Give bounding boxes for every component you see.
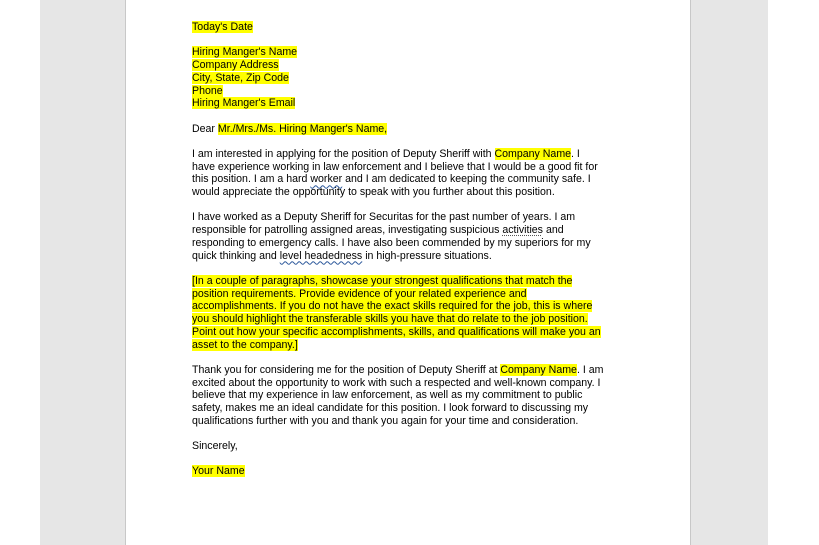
- text-line: asset to the company.]: [192, 338, 298, 351]
- text-line: qualifications further with you and thank you again for your time and consideration.: [192, 414, 579, 427]
- text-line: position requirements. Provide evidence of your related experience and: [192, 287, 527, 300]
- paragraph-qualifications-placeholder: [192, 275, 632, 351]
- text-line: would appreciate the opportunity to speak with you further about this position.: [192, 186, 555, 199]
- text-line: Point out how your specific accomplishments, skills, and qualifications will make you an: [192, 325, 601, 338]
- text-run: responsible for patrolling assigned areas, investigating suspicious: [192, 224, 500, 237]
- text-line: accomplishments. If you do not have the exact skills required for the job, this is where: [192, 300, 593, 313]
- grammar-flag-activities[interactable]: activities: [502, 224, 543, 237]
- text-run: . I am: [576, 363, 604, 376]
- paragraph-thank-you: [192, 364, 632, 428]
- paragraph-interest: [192, 148, 632, 199]
- text-line: have experience working in law enforcement and I believe that I would be a good fit for: [192, 160, 598, 173]
- sign-off: [192, 440, 632, 453]
- text-run: . I: [571, 147, 580, 160]
- signature: [192, 465, 632, 478]
- grammar-flag-level-headedness[interactable]: level headedness: [279, 249, 363, 262]
- text-line: believe that my experience in law enforcement, as well as my commitment to public: [192, 389, 583, 402]
- text-line: you should highlight the transferable skills you have that do relate to the job position.: [192, 313, 588, 326]
- text-line: excited about the opportunity to work with such a respected and well-known company. I: [192, 376, 601, 389]
- text-line: I have worked as a Deputy Sheriff for Securitas for the past number of years. I am: [192, 211, 576, 224]
- text-line: [In a couple of paragraphs, showcase your strongest qualifications that match the: [192, 274, 573, 287]
- text-run: and I am dedicated to keeping the community safe. I: [345, 173, 591, 186]
- company-name-placeholder: Company Name: [494, 147, 572, 160]
- text-run: I am interested in applying for the position of Deputy Sheriff with: [192, 147, 492, 160]
- text-run: this position. I am a hard: [192, 173, 308, 186]
- sign-off-text: Sincerely,: [192, 440, 238, 453]
- date-line: [192, 21, 632, 34]
- salutation: [192, 123, 632, 136]
- recipient-name: Hiring Manger's Name: [192, 46, 298, 59]
- text-run: in high-pressure situations.: [365, 249, 492, 262]
- salutation-name: Mr./Mrs./Ms. Hiring Manger's Name,: [217, 122, 388, 135]
- your-name-placeholder: Your Name: [192, 465, 245, 478]
- text-line: safety, makes me an ideal candidate for this position. I look forward to discussing my: [192, 402, 589, 414]
- text-run: Thank you for considering me for the position of Deputy Sheriff at: [192, 363, 498, 376]
- salutation-prefix: Dear: [192, 122, 215, 135]
- text-line: responding to emergency calls. I have also been commended by my superiors for my: [192, 236, 591, 249]
- grammar-flag-worker[interactable]: worker: [310, 173, 343, 186]
- company-address: Company Address: [192, 59, 279, 72]
- text-run: and: [545, 224, 564, 237]
- company-name-placeholder: Company Name: [500, 363, 577, 376]
- date-placeholder: Today's Date: [192, 21, 253, 33]
- recipient-email: Hiring Manger's Email: [192, 97, 296, 110]
- letter-body[interactable]: [192, 21, 632, 491]
- city-state-zip: City, State, Zip Code: [192, 71, 289, 84]
- document-page[interactable]: [125, 0, 691, 545]
- text-run: quick thinking and: [192, 249, 277, 262]
- phone: Phone: [192, 84, 223, 97]
- paragraph-experience: [192, 211, 632, 262]
- recipient-address: [192, 46, 632, 110]
